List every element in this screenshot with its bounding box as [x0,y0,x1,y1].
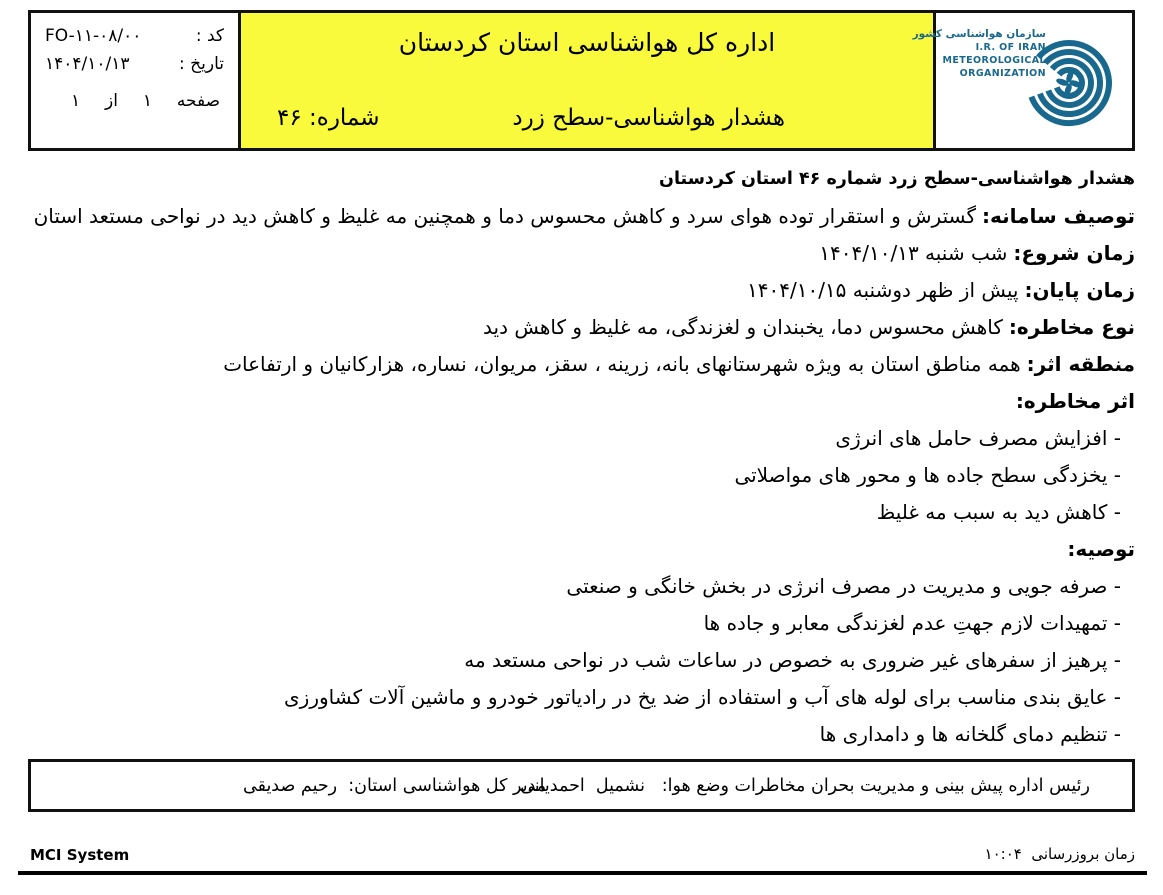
director-general-signature: مدیر کل هواشناسی استان: رحیم صدیقی [243,775,547,796]
logo-en-line1: I.R. OF IRAN [975,42,1046,53]
date-row [31,54,238,74]
code-value: FO-۱۱-۰۸/۰۰ [45,26,142,46]
advice-item: - پرهیز از سفرهای غیر ضروری به خصوص در ساعات شب در نواحی مستعد مه [464,648,1121,672]
header-logo-box [912,13,1132,148]
date-label: تاریخ : [179,54,224,74]
warning-title-line: هشدار هواشناسی-سطح زرد شماره ۴۶ استان کردستان [659,169,1135,189]
advice-item: - عایق بندی مناسب برای لوله های آب و استفاده از ضد یخ در رادیاتور خودرو و ماشین آلات کشاورزی [284,685,1121,709]
effect-item: - یخزدگی سطح جاده ها و محور های مواصلاتی [734,463,1121,487]
header-info-box [31,13,241,148]
page-of-label: از [105,91,118,111]
warning-number: شماره: ۴۶ [277,105,380,131]
field-value: پیش از ظهر دوشنبه ۱۴۰۴/۱۰/۱۵ [747,278,1019,302]
logo-en-line2: METEOROLOGICAL [942,55,1046,66]
logo-caption [913,28,1046,80]
effect-item: - کاهش دید به سبب مه غلیظ [876,500,1121,524]
document-header [28,10,1135,151]
field-label: زمان شروع: [1013,241,1135,265]
code-row [31,26,238,46]
signatures-box [28,759,1135,812]
advice-item: - تمهیدات لازم جهتِ عدم لغزندگی معابر و جاده ها [703,611,1121,635]
field-label: منطقه اثر: [1026,352,1135,376]
effect-item: - افزایش مصرف حامل های انرژی [835,426,1121,450]
effects-heading: اثر مخاطره: [1015,389,1135,413]
advice-item: - صرفه جویی و مدیریت در مصرف انرژی در بخش خانگی و صنعتی [566,574,1121,598]
logo-persian-name: سازمان هواشناسی کشور [912,28,1046,40]
field-label: زمان پایان: [1024,278,1135,302]
system-name-label: MCI System [30,846,130,864]
field-end-time [28,272,1135,309]
page-number-row [31,91,238,111]
update-time-label: زمان بروزرسانی ۱۰:۰۴ [984,845,1135,863]
field-system-description [28,198,1135,235]
field-value: همه مناطق استان به ویژه شهرستانهای بانه، زرینه ، سقز، مریوان، نساره، هزارکانیان و ارتفاعات [223,352,1021,376]
warning-level-title: هشدار هواشناسی-سطح زرد [512,105,785,131]
field-value: شب شنبه ۱۴۰۴/۱۰/۱۳ [819,241,1008,265]
header-title-box [241,13,936,148]
logo-en-line3: ORGANIZATION [959,68,1046,79]
page-label: صفحه [176,91,220,111]
footer-divider [18,871,1147,875]
warning-body [28,164,1135,753]
field-affected-area [28,346,1135,383]
field-value: گسترش و استقرار توده هوای سرد و کاهش محسوس دما و همچنین مه غلیظ و کاهش دید در نواحی مستعد استان [33,204,976,228]
advice-heading: توصیه: [1067,537,1135,561]
advice-item: - تنظیم دمای گلخانه ها و دامداری ها [819,722,1121,746]
forecast-chief-signature: رئیس اداره پیش بینی و مدیریت بحران مخاطرات وضع هوا: نشمیل احمدیانی [520,775,1090,796]
page-number: ۱ [142,91,152,111]
code-label: کد : [195,26,224,46]
field-start-time [28,235,1135,272]
date-value: ۱۴۰۴/۱۰/۱۳ [45,54,130,74]
field-value: کاهش محسوس دما، یخبندان و لغزندگی، مه غلیظ و کاهش دید [483,315,1003,339]
field-label: توصیف سامانه: [981,204,1135,228]
page-total: ۱ [71,91,81,111]
field-hazard-type [28,309,1135,346]
organization-title: اداره کل هواشناسی استان کردستان [398,28,776,57]
field-label: نوع مخاطره: [1008,315,1135,339]
